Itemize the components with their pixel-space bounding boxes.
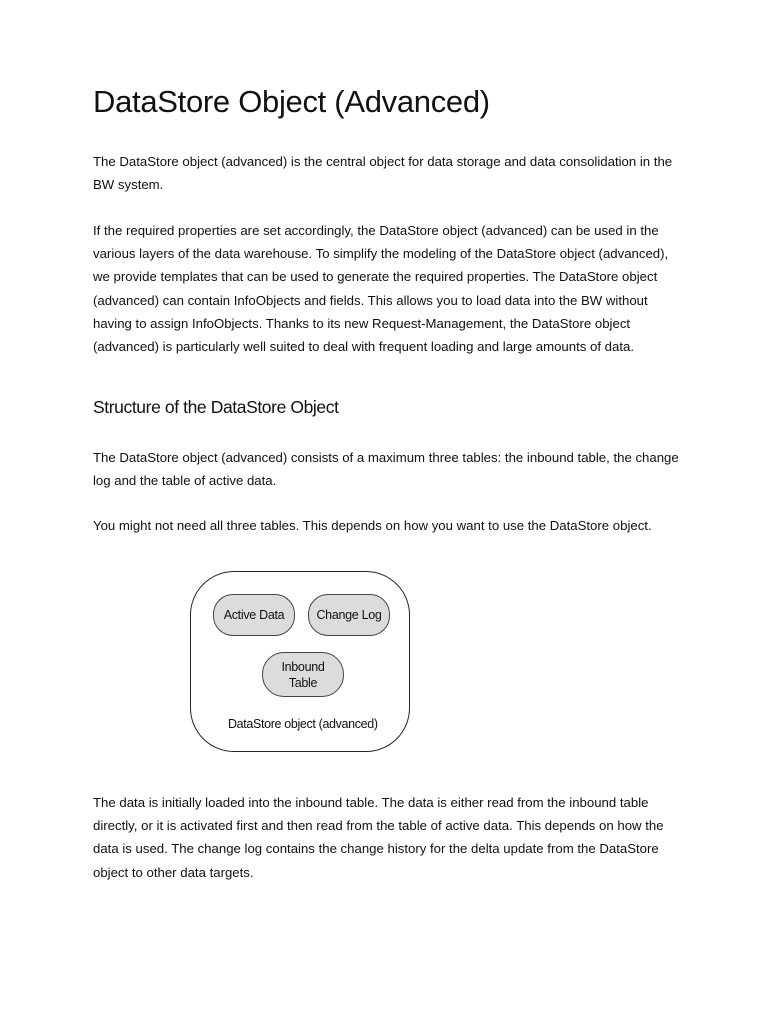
inbound-table-label: Inbound Table (281, 659, 325, 690)
change-log-label: Change Log (316, 608, 382, 622)
active-data-node (213, 594, 295, 636)
usage-paragraph: You might not need all three tables. This depends on how you want to use the DataStore object. (93, 518, 652, 533)
properties-paragraph: If the required properties are set accordingly, the DataStore object (advanced) can be used in the various layers of the data warehouse. To simplify the modeling of the DataStore object (advanced), we provide templates that can be used to generate the required properties. The DataStore object (advanced) can contain InfoObjects and fields. This allows you to load data into the BW without having to assign InfoObjects. Thanks to its new Request-Management, the DataStore object (advanced) is particularly well suited to deal with frequent loading and large amounts of data. (93, 223, 669, 355)
active-data-label: Active Data (223, 608, 285, 622)
page-title: DataStore Object (Advanced) (93, 84, 490, 119)
datastore-container-label: DataStore object (advanced) (228, 717, 378, 731)
change-log-node (308, 594, 390, 636)
intro-paragraph: The DataStore object (advanced) is the central object for data storage and data consolidation in the BW system. (93, 154, 673, 193)
datastore-diagram (190, 571, 412, 754)
loading-paragraph: The data is initially loaded into the inbound table. The data is either read from the inbound table directly, or it is activated first and then read from the table of active data. This depends on how the data is used. The change log contains the change history for the delta update from the DataStore object to other data targets. (93, 795, 664, 880)
structure-heading: Structure of the DataStore Object (93, 397, 339, 417)
inbound-table-node (262, 652, 344, 697)
tables-paragraph: The DataStore object (advanced) consists of a maximum three tables: the inbound table, the change log and the table of active data. (93, 450, 679, 489)
